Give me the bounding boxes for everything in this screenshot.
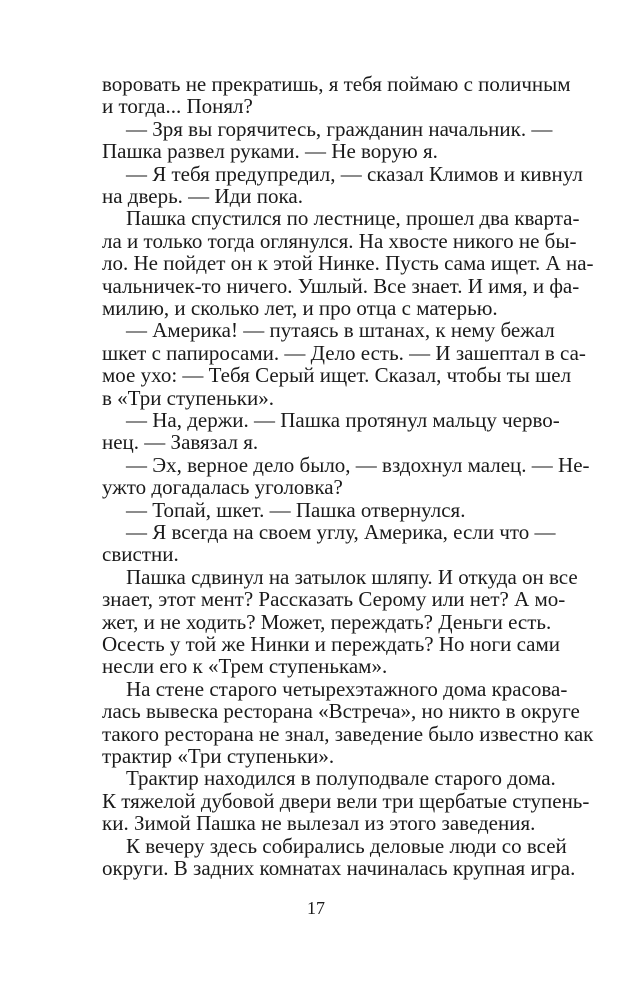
text-line: — Топай, шкет. — Пашка отвернулся. bbox=[126, 497, 466, 522]
text-line: На стене старого четырехэтажного дома красова- bbox=[126, 676, 568, 701]
text-line: знает, этот мент? Рассказать Серому или нет? А мо- bbox=[102, 587, 566, 612]
text-line: ло. Не пойдет он к этой Нинке. Пусть сама ищет. А на- bbox=[102, 251, 594, 276]
text-line: Пашка развел руками. — Не ворую я. bbox=[102, 139, 438, 164]
text-line: жет, и не ходить? Может, переждать? Деньги есть. bbox=[102, 609, 552, 634]
text-line: милию, и сколько лет, и про отца с матерью. bbox=[102, 296, 498, 320]
text-line: округи. В задних комнатах начиналась крупная игра. bbox=[102, 856, 576, 880]
text-line: несли его к «Трем ступенькам». bbox=[102, 654, 388, 679]
text-line: в «Три ступеньки». bbox=[102, 385, 274, 410]
text-line: — Я всегда на своем углу, Америка, если что — bbox=[126, 520, 556, 544]
text-line: лась вывеска ресторана «Встреча», но никто в округе bbox=[102, 699, 580, 724]
text-line: К вечеру здесь собирались деловые люди со всей bbox=[126, 833, 567, 858]
text-line: — На, держи. — Пашка протянул мальцу черво- bbox=[126, 408, 560, 432]
text-line: трактир «Три ступеньки». bbox=[102, 744, 335, 768]
text-line: Осесть у той же Нинки и переждать? Но ноги сами bbox=[102, 632, 561, 656]
text-line: ла и только тогда оглянулся. На хвосте никого не бы- bbox=[102, 228, 577, 253]
text-line: Пашка сдвинул на затылок шляпу. И откуда он все bbox=[126, 564, 578, 589]
text-line: свистни. bbox=[102, 542, 179, 567]
text-line: — Зря вы горячитесь, гражданин начальник. — bbox=[126, 116, 553, 141]
text-line: Пашка спустился по лестнице, прошел два кварта- bbox=[126, 206, 580, 231]
text-line: нец. — Завязал я. bbox=[102, 430, 259, 455]
text-line: мое ухо: — Тебя Серый ищет. Сказал, чтобы ты шел bbox=[102, 363, 572, 388]
text-line: — Америка! — путаясь в штанах, к нему бежал bbox=[126, 318, 555, 343]
text-line: К тяжелой дубовой двери вели три щербатые ступень- bbox=[102, 788, 590, 813]
text-line: шкет с папиросами. — Дело есть. — И зашептал в са- bbox=[102, 340, 586, 365]
text-line: и тогда... Понял? bbox=[102, 94, 253, 119]
text-line: — Эх, верное дело было, — вздохнул малец. — Не- bbox=[126, 452, 590, 477]
text-line: чальничек-то ничего. Ушлый. Все знает. И имя, и фа- bbox=[102, 273, 580, 298]
text-line: на дверь. — Иди пока. bbox=[102, 184, 303, 208]
text-line: ужто догадалась уголовка? bbox=[102, 475, 343, 500]
page-number: 17 bbox=[307, 898, 325, 918]
text-line: — Я тебя предупредил, — сказал Климов и кивнул bbox=[126, 161, 583, 186]
text-line: воровать не прекратишь, я тебя поймаю с поличным bbox=[102, 72, 571, 96]
text-line: такого ресторана не знал, заведение было известно как bbox=[102, 721, 594, 746]
text-line: ки. Зимой Пашка не вылезал из этого заведения. bbox=[102, 811, 536, 836]
text-line: Трактир находился в полуподвале старого дома. bbox=[126, 766, 556, 791]
